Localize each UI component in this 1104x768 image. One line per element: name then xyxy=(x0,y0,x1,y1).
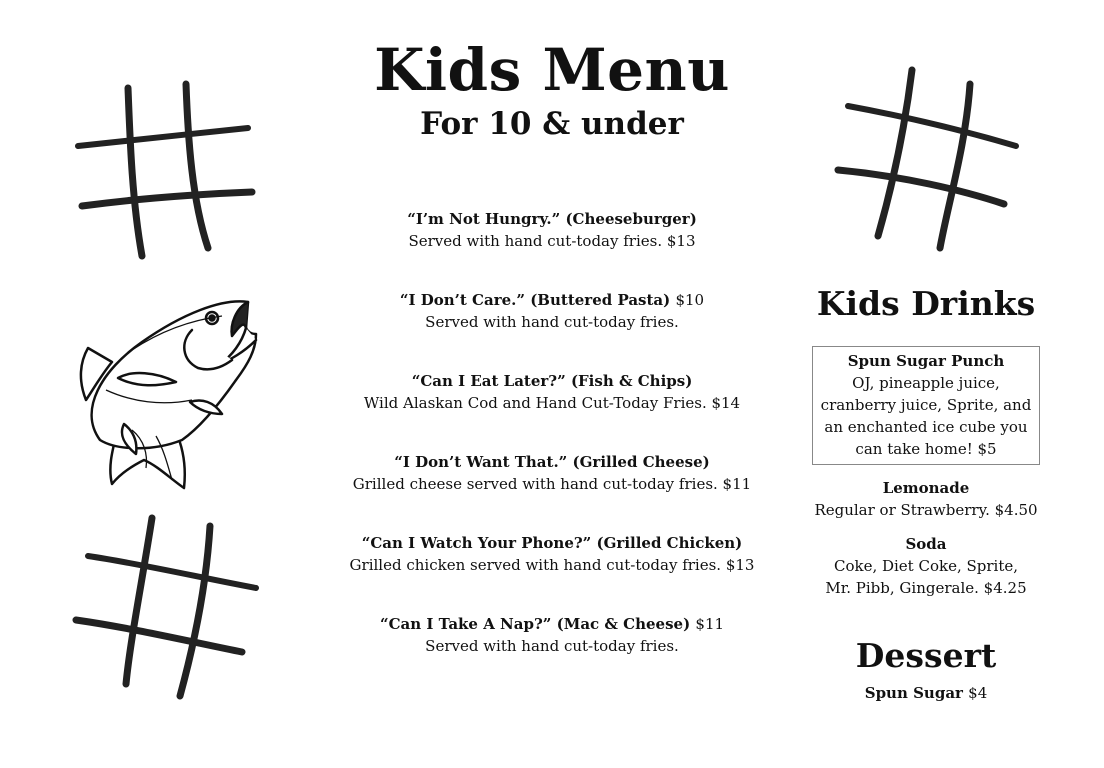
dessert-section xyxy=(806,634,1046,704)
menu-item-name: “I Don’t Care.” (Buttered Pasta) xyxy=(399,291,671,309)
menu-item-name: “I Don’t Want That.” (Grilled Cheese) xyxy=(394,453,710,471)
menu-item-name: “Can I Eat Later?” (Fish & Chips) xyxy=(411,372,693,390)
menu-item-description: Grilled cheese served with hand cut-today fries. $11 xyxy=(352,475,752,493)
drink-item xyxy=(806,477,1046,521)
fish-icon xyxy=(72,290,262,490)
menu-item-description: Served with hand cut-today fries. xyxy=(425,637,679,655)
drink-name: Soda xyxy=(905,535,947,553)
drinks-section xyxy=(806,282,1046,599)
menu-item xyxy=(332,370,772,451)
page-title: Kids Menu xyxy=(374,36,730,104)
menu-item-description: Served with hand cut-today fries. xyxy=(425,313,679,331)
tic-tac-toe-icon xyxy=(832,64,1022,252)
drink-description-line: Mr. Pibb, Gingerale. $4.25 xyxy=(825,579,1027,597)
page-subtitle: For 10 & under xyxy=(420,106,684,142)
drink-name: Lemonade xyxy=(882,479,970,497)
menu-item-name: “I’m Not Hungry.” (Cheeseburger) xyxy=(407,210,697,228)
menu-item-description: Served with hand cut-today fries. $13 xyxy=(408,232,696,250)
drink-description-line: Regular or Strawberry. $4.50 xyxy=(814,501,1038,519)
dessert-item-price: $4 xyxy=(968,684,988,702)
dessert-item-name: Spun Sugar xyxy=(864,684,963,702)
menu-item-price: $11 xyxy=(695,615,725,633)
drinks-title: Kids Drinks xyxy=(816,284,1036,323)
menu-item-description: Grilled chicken served with hand cut-today fries. $13 xyxy=(349,556,755,574)
menu-item xyxy=(332,532,772,613)
featured-drink-box xyxy=(812,346,1040,465)
menu-item xyxy=(332,208,772,289)
drink-item xyxy=(806,533,1046,599)
dessert-title: Dessert xyxy=(855,636,997,675)
dessert-item xyxy=(806,682,1046,704)
drink-description-line: OJ, pineapple juice, xyxy=(852,374,1000,392)
tic-tac-toe-icon xyxy=(72,512,262,700)
menu-item-price: $10 xyxy=(675,291,705,309)
menu-item xyxy=(332,613,772,694)
drink-description-line: can take home! $5 xyxy=(855,440,997,458)
menu-items-list xyxy=(332,208,772,694)
drink-description-line: cranberry juice, Sprite, and xyxy=(820,396,1032,414)
menu-item-name: “Can I Take A Nap?” (Mac & Cheese) xyxy=(379,615,691,633)
menu-header xyxy=(352,36,752,144)
tic-tac-toe-icon xyxy=(72,80,258,264)
menu-item-name: “Can I Watch Your Phone?” (Grilled Chicken) xyxy=(361,534,743,552)
menu-item xyxy=(332,451,772,532)
drink-description-line: an enchanted ice cube you xyxy=(824,418,1028,436)
menu-item xyxy=(332,289,772,370)
drink-description-line: Coke, Diet Coke, Sprite, xyxy=(833,557,1019,575)
drink-name: Spun Sugar Punch xyxy=(847,352,1005,370)
menu-item-description: Wild Alaskan Cod and Hand Cut-Today Fries. $14 xyxy=(363,394,741,412)
